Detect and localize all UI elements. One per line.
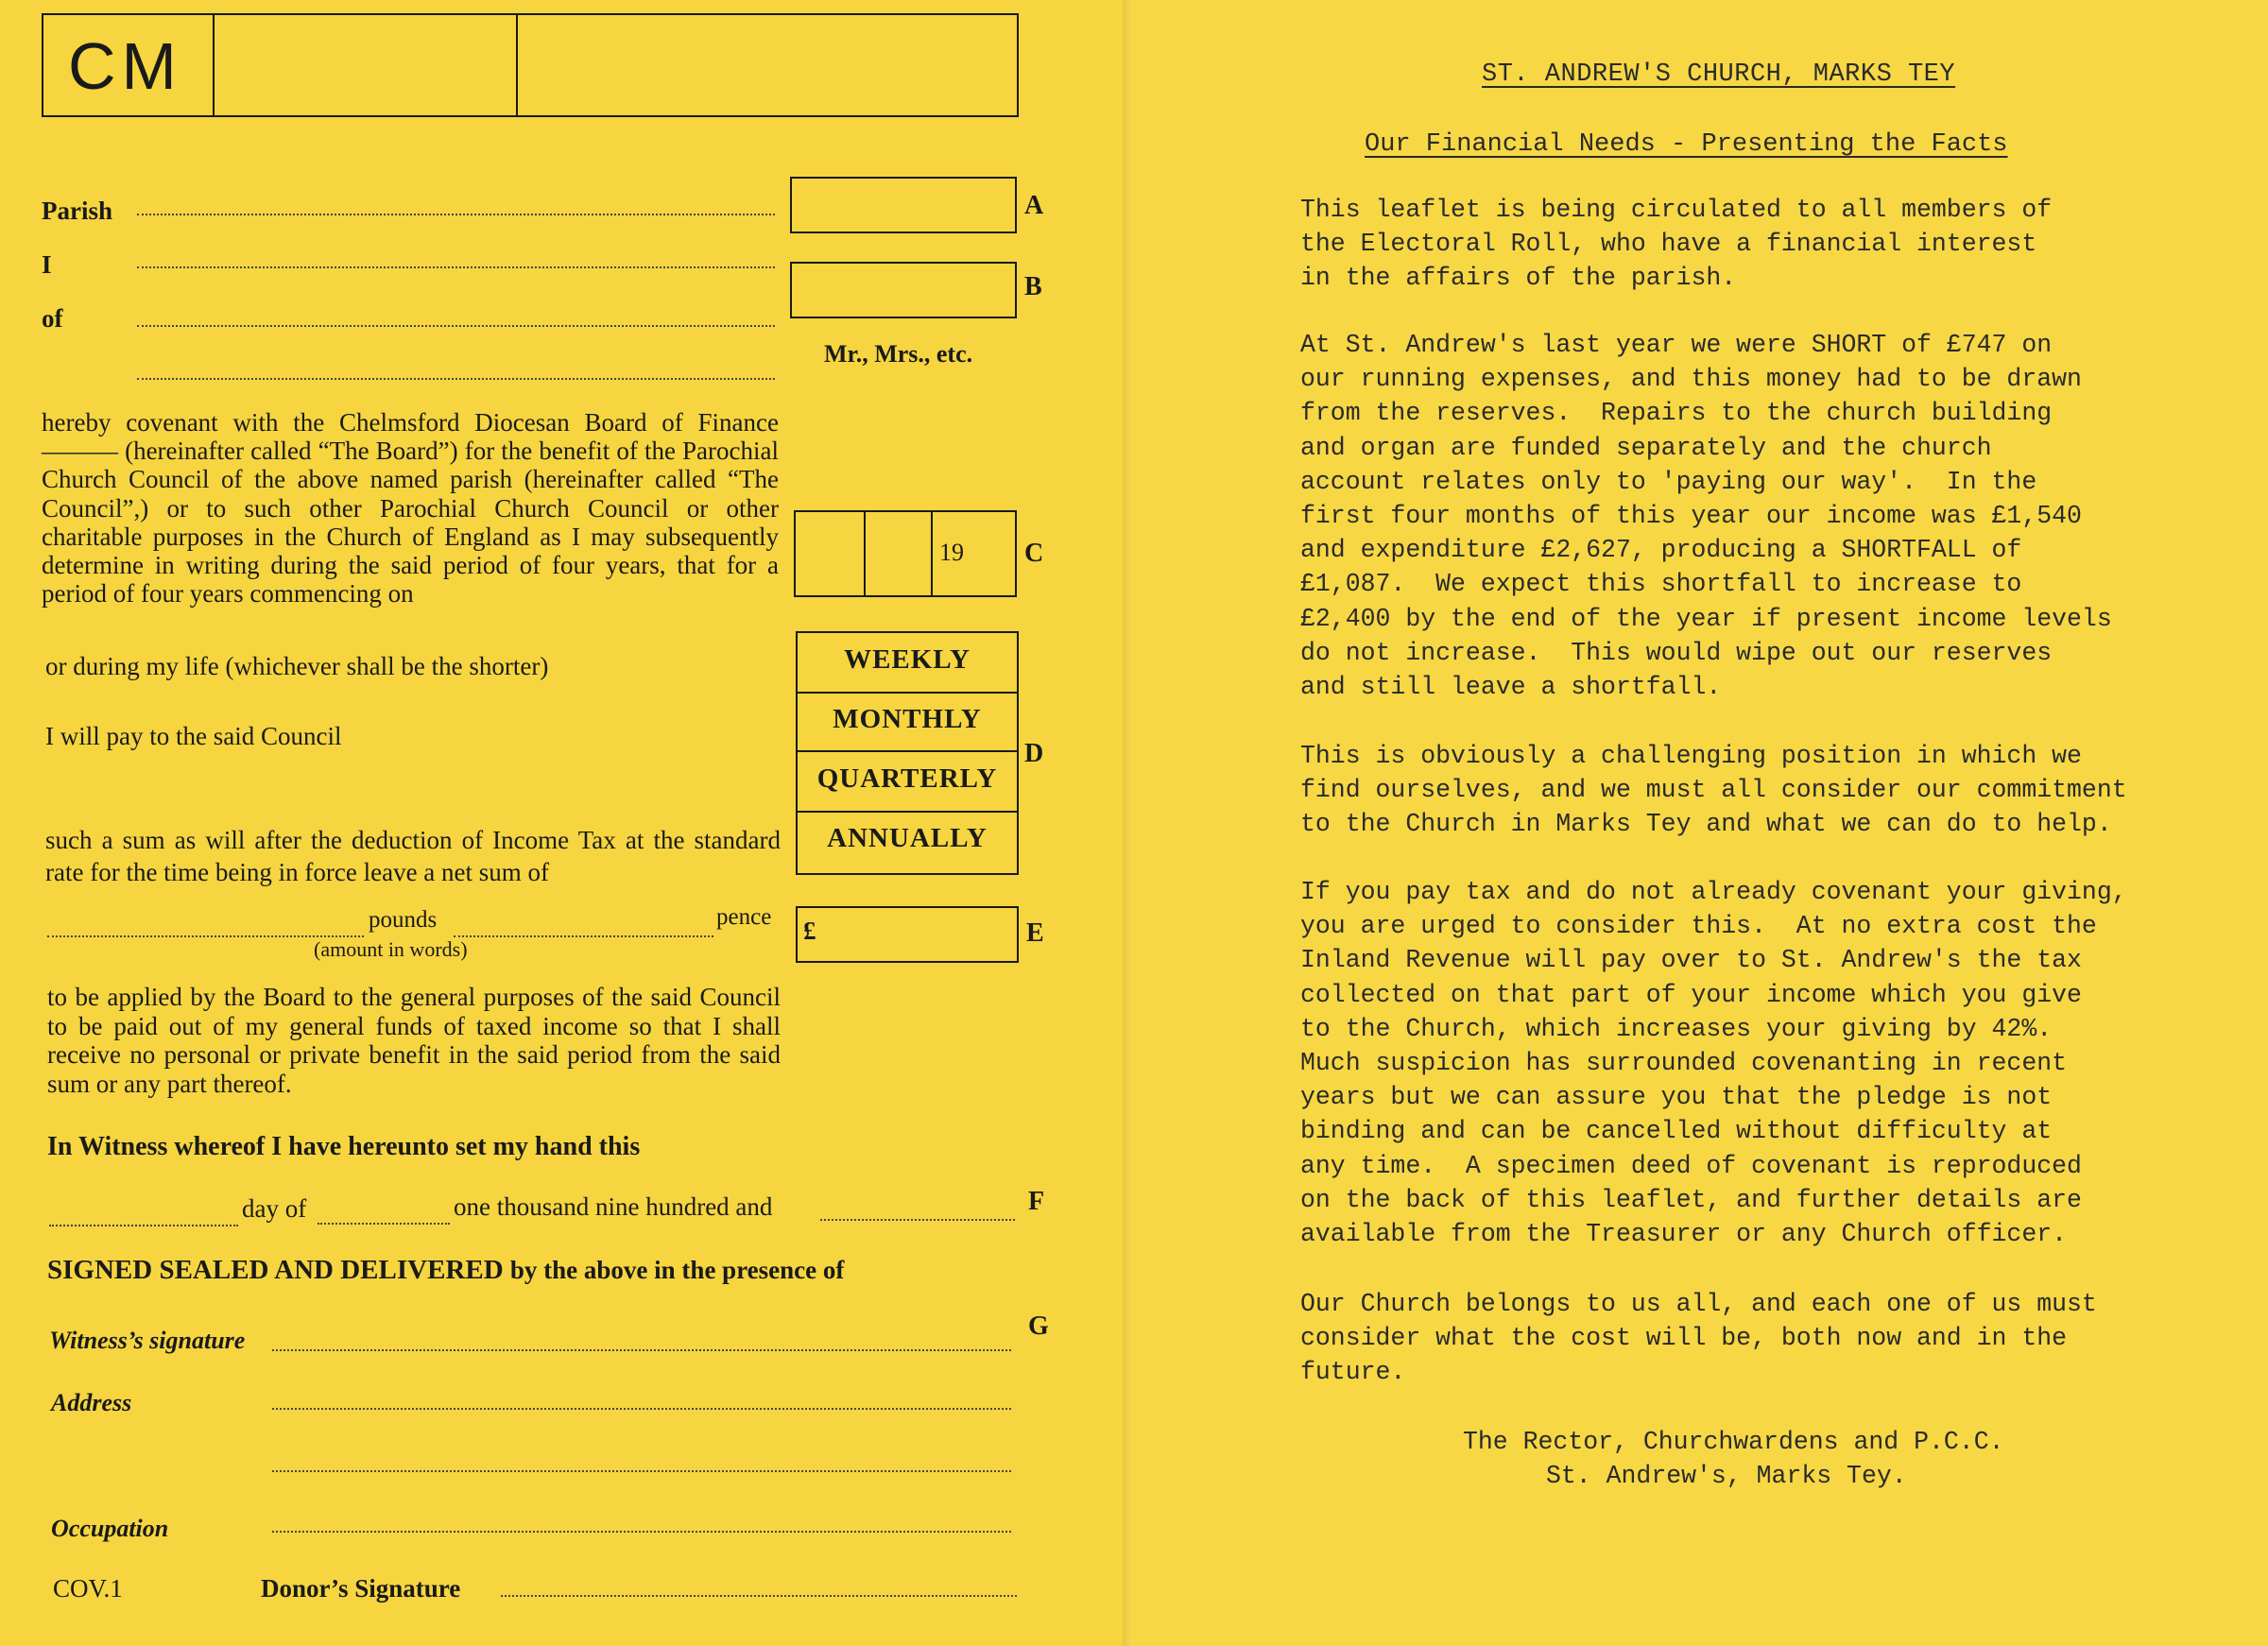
- letter-paragraph-5: Our Church belongs to us all, and each one of us must consider what the cost will be, both now and in the future.: [1300, 1290, 2097, 1387]
- form-code: CM: [68, 29, 182, 103]
- day-field[interactable]: [49, 1225, 238, 1226]
- signed-line: [47, 1255, 844, 1286]
- year-field[interactable]: [820, 1219, 1015, 1221]
- day-of-label: day of: [242, 1194, 307, 1223]
- amount-box-e[interactable]: [796, 906, 1019, 963]
- letter-page: [1130, 0, 2268, 1646]
- occupation-label: Occupation: [51, 1515, 169, 1542]
- form-code-divider: [213, 13, 215, 117]
- pence-label: pence: [716, 904, 772, 930]
- covenant-text: hereby covenant with the Chelmsford Diocesan Board of Finance ——— (hereinafter called “The Board”) for the benefit of the Parochial Church Council of the above named parish (hereinafter called “The Council”,) or to such other Parochial Church Council or other charitable purposes in the Church of England as I may subsequently determine in writing during the said period of four years, that for a period of four years commencing on: [42, 408, 779, 609]
- signoff-line-2: St. Andrew's, Marks Tey.: [1546, 1462, 1907, 1490]
- letter-f: F: [1028, 1187, 1045, 1216]
- donor-signature-field[interactable]: [501, 1595, 1017, 1597]
- of-label: of: [42, 304, 63, 333]
- letter-paragraph-4: If you pay tax and do not already covenant your giving, you are urged to consider this. At no extra cost the Inland Revenue will pay over to St. Andrew's the tax collected on that part of your income which you give to the Church, which increases your giving by 42%. Much suspicion has surrounded covenanting in recent years but we can assure you that the pledge is not binding and can be cancelled without difficulty at any time. A specimen deed of covenant is reproduced on the back of this leaflet, and further details are available from the Treasurer or any Church officer.: [1300, 878, 2127, 1249]
- letter-b: B: [1024, 272, 1042, 301]
- date-divider-2: [931, 510, 933, 597]
- currency-symbol: £: [803, 917, 816, 945]
- occupation-field[interactable]: [272, 1531, 1011, 1533]
- pounds-label: pounds: [369, 907, 438, 933]
- frequency-monthly[interactable]: MONTHLY: [833, 704, 982, 734]
- covenant-form-page: [0, 0, 1130, 1646]
- letter-e: E: [1026, 918, 1044, 948]
- sum-text: such a sum as will after the deduction of Income Tax at the standard rate for the time being in force leave a net sum of: [45, 826, 781, 886]
- signed-rest: by the above in the presence of: [509, 1256, 845, 1284]
- parish-label: Parish: [42, 197, 113, 225]
- letter-g: G: [1028, 1312, 1049, 1341]
- letter-paragraph-2: At St. Andrew's last year we were SHORT of £747 on our running expenses, and this money had to be drawn from the reserves. Repairs to the church building and organ are funded separately and the church account relates only to 'paying our way'. In the first four months of this year our income was £1,540 and expenditure £2,627, producing a SHORTFALL of £1,087. We expect this shortfall to increase to £2,400 by the end of the year if present income levels do not increase. This would wipe out our reserves and still leave a shortfall.: [1300, 331, 2112, 702]
- witness-address-field-1[interactable]: [272, 1408, 1011, 1410]
- parish-field[interactable]: [137, 214, 775, 215]
- freq-divider-3: [796, 811, 1019, 813]
- name-field[interactable]: [137, 266, 775, 268]
- letter-paragraph-3: This is obviously a challenging position in which we find ourselves, and we must all consider our commitment to the Church in Marks Tey and what we can do to help.: [1300, 742, 2127, 839]
- letter-subheading: Our Financial Needs - Presenting the Facts: [1365, 130, 2008, 159]
- frequency-quarterly[interactable]: QUARTERLY: [816, 763, 998, 794]
- address-field-1[interactable]: [137, 325, 775, 327]
- letter-d: D: [1024, 739, 1044, 768]
- cov-code: COV.1: [53, 1574, 123, 1603]
- pay-text: I will pay to the said Council: [45, 722, 342, 750]
- letter-paragraph-1: This leaflet is being circulated to all members of the Electoral Roll, who have a financial interest in the affairs of the parish.: [1300, 196, 2053, 293]
- letter-a: A: [1024, 191, 1044, 220]
- signed-bold: SIGNED SEALED AND DELIVERED: [47, 1255, 504, 1285]
- frequency-weekly[interactable]: WEEKLY: [844, 644, 971, 675]
- witness-whereof: In Witness whereof I have hereunto set my hand this: [47, 1132, 641, 1161]
- date-divider-1: [864, 510, 866, 597]
- pence-field[interactable]: [454, 935, 713, 937]
- thousand-label: one thousand nine hundred and: [454, 1192, 773, 1221]
- signoff-line-1: The Rector, Churchwardens and P.C.C.: [1463, 1428, 2004, 1456]
- donor-signature-label: Donor’s Signature: [261, 1574, 461, 1603]
- title-box-b[interactable]: [790, 262, 1017, 318]
- witness-signature-field[interactable]: [272, 1349, 1011, 1351]
- form-code-box: [42, 13, 1019, 117]
- letter-header: ST. ANDREW'S CHURCH, MARKS TEY: [1482, 60, 1956, 89]
- witness-signature-label: Witness’s signature: [49, 1327, 246, 1354]
- freq-divider-2: [796, 750, 1019, 752]
- life-text: or during my life (whichever shall be the shorter): [45, 652, 549, 680]
- year-prefix: 19: [939, 539, 964, 566]
- parish-box-a[interactable]: [790, 177, 1017, 233]
- address-label: Address: [51, 1389, 132, 1416]
- frequency-annually[interactable]: ANNUALLY: [827, 823, 988, 853]
- month-field[interactable]: [318, 1223, 450, 1225]
- applied-text: to be applied by the Board to the general purposes of the said Council to be paid out of my general funds of taxed income so that I shall receive no personal or private benefit in the said period from the said sum or any part thereof.: [47, 983, 781, 1098]
- i-label: I: [42, 250, 52, 279]
- form-field-divider: [516, 13, 518, 117]
- letter-c: C: [1024, 539, 1044, 568]
- start-date-box-c[interactable]: [794, 510, 1017, 597]
- amount-words-label: (amount in words): [314, 937, 468, 961]
- address-field-2[interactable]: [137, 378, 775, 380]
- title-note: Mr., Mrs., etc.: [824, 340, 973, 368]
- freq-divider-1: [796, 692, 1019, 694]
- witness-address-field-2[interactable]: [272, 1470, 1011, 1472]
